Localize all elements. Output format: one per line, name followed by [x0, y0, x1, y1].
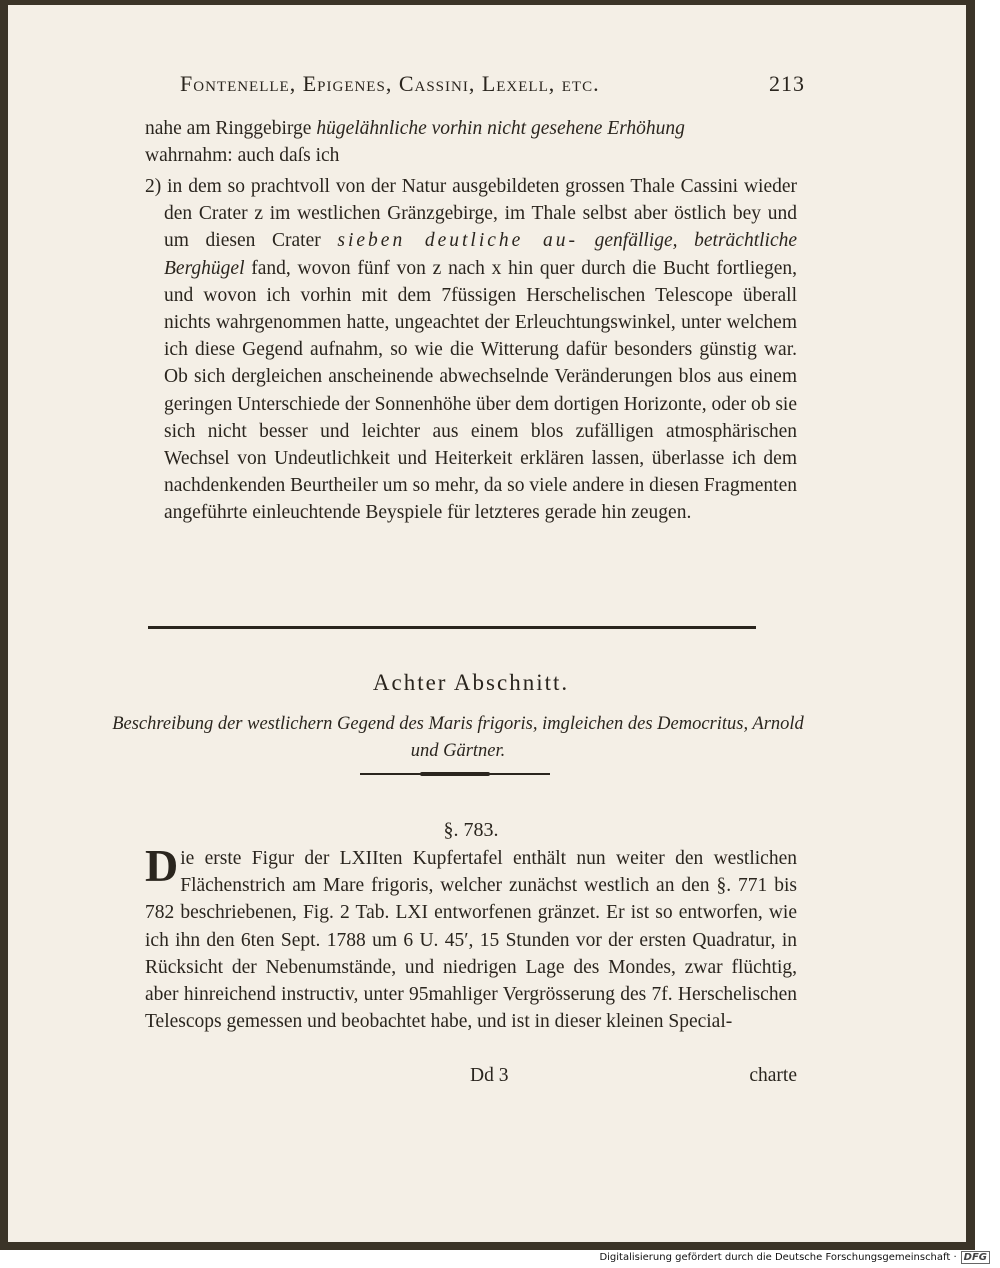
drop-capital: D — [145, 840, 179, 891]
book-page — [8, 5, 966, 1242]
paragraph-text: ie erste Figur der LXIIten Kupfertafel enthält nun weiter den westlichen Flächenstrich am Mare frigoris, welcher zunächst westlich an den §. 771 bis 782 beschriebenen, Fig. 2 Tab. LXI entworfenen gränzet. Er ist so entworfen, wie ich ihn den 6ten Sept. 1788 um 6 U. 45′, 15 Stunden vor der ersten Quadratur, in Rücksicht der Nebenumstände, und niedrigen Lage des Mondes, zwar flüchtig, aber hinreichend instructiv, unter 95mahliger Vergrösserung des 7f. Herschelischen Telescops gemessen und beobachtet habe, und ist in dieser kleinen Special- — [145, 848, 797, 1033]
section-title: Achter Abschnitt. — [372, 670, 570, 695]
item2-text-b: fand, wovon fünf von z nach x hin quer durch die Bucht fortliegen, und wovon ich vorhin mit dem 7füssigen Herschelischen Telescope überall nichts wahrgenommen hatte, ungeachtet der Erleuchtungswinkel, unter welchem ich diese Gegend aufnahm, so wie die Witterung dafür besonders günstig war. Ob sich dergleichen anscheinende abwechselnde Veränderungen blos aus einem geringen Unterschiede der Sonnenhöhe über dem dortigen Horizonte, oder ob sie sich nicht besser und leichter aus einem blos zufälligen atmosphärischen Wechsel von Undeutlichkeit und Heiterkeit erklären lassen, überlasse ich dem nachdenkenden Beurtheiler um so mehr, da so viele andere in diesen Fragmenten angeführte einleuchtende Beyspiele für letzteres gerade hin zeugen. — [164, 257, 798, 524]
ornamental-rule — [360, 773, 550, 775]
continuation-line-1b: hügelähnliche vorhin nicht gesehene Erhöhung — [316, 118, 685, 139]
section-subtitle: Beschreibung der westlichern Gegend des Maris frigoris, imgleichen des Democritus, Arnold und Gärtner. — [112, 714, 804, 761]
signature-mark: Dd 3 — [470, 1065, 509, 1086]
credit-text: Digitalisierung gefördert durch die Deutsche Forschungsgemeinschaft · — [599, 1252, 957, 1263]
continuation-text — [145, 115, 797, 169]
numbered-item-2 — [145, 173, 797, 527]
paragraph-783 — [145, 840, 797, 1035]
catchword: charte — [749, 1065, 797, 1086]
paragraph-number: §. 783. — [443, 819, 499, 841]
continuation-line-1a: nahe am Ringgebirge — [145, 118, 317, 139]
digitization-credit — [599, 1251, 990, 1264]
item2-text-a: 2) in dem so prachtvoll von der Natur ausgebildeten grossen Thale Cassini wieder den Crater z im westlichen Gränzgebirge, im Thale selbst aber östlich bey und um diesen Crater — [145, 176, 797, 252]
page-footer — [145, 1065, 797, 1093]
page-number: 213 — [769, 71, 805, 96]
item2-emphasis-a: sieben deutliche au- — [337, 230, 578, 252]
continuation-line-2: wahrnahm: auch daſs ich — [145, 145, 340, 167]
dfg-logo-icon: DFG — [961, 1251, 990, 1264]
item2-emphasis-b: genfällige, beträchtliche Berghügel — [164, 230, 798, 279]
section-divider-rule — [148, 626, 756, 629]
running-header — [180, 71, 805, 107]
running-title: Fontenelle, Epigenes, Cassini, Lexell, etc. — [180, 71, 600, 96]
